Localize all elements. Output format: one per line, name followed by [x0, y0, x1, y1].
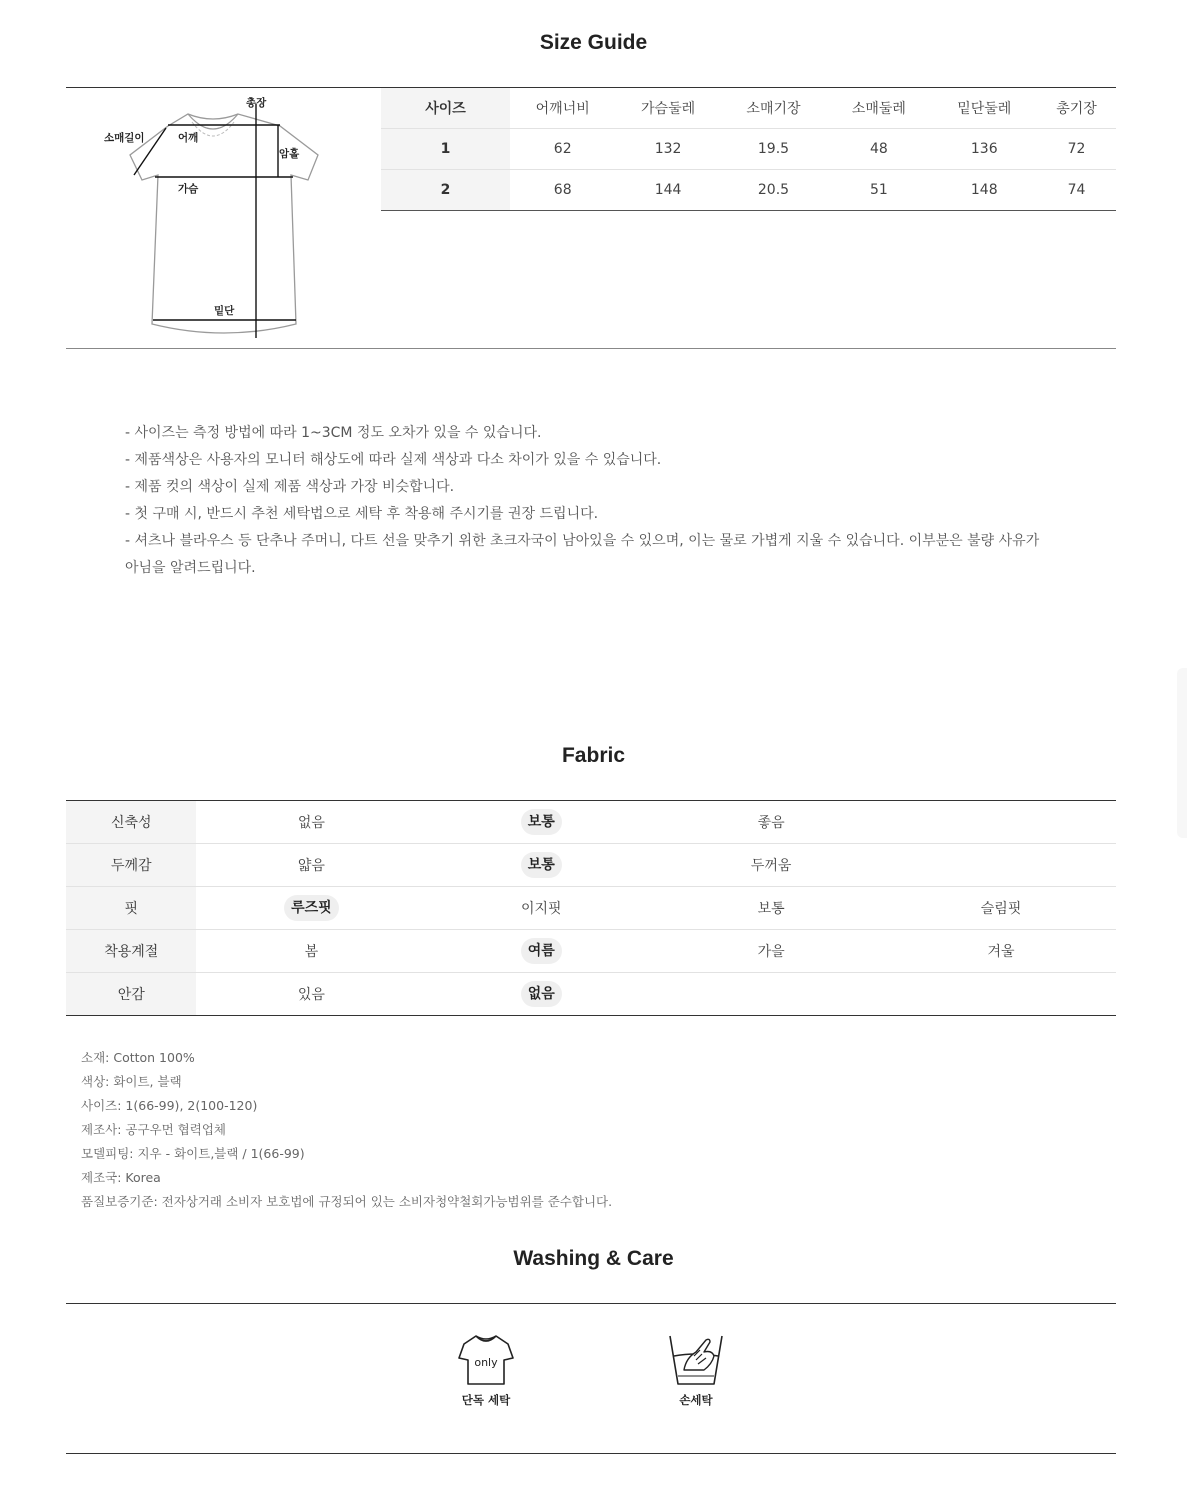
size-cell: 136 — [932, 129, 1037, 170]
label-shoulder: 어깨 — [178, 132, 199, 144]
fabric-row-label: 두께감 — [66, 844, 196, 887]
fabric-option: 없음 — [297, 815, 325, 831]
fabric-option-cell — [656, 801, 886, 844]
hand-wash-icon — [666, 1330, 726, 1388]
label-total-length: 총장 — [246, 97, 267, 109]
fabric-option: 있음 — [297, 987, 325, 1003]
size-cell: 20.5 — [721, 170, 826, 211]
fabric-option: 좋음 — [757, 815, 785, 831]
size-cell: 51 — [826, 170, 931, 211]
fabric-option: 두꺼움 — [750, 858, 792, 874]
fabric-option: 슬림핏 — [980, 901, 1022, 917]
care-label-hand-wash: 손세탁 — [679, 1393, 713, 1407]
info-country: 제조국: Korea — [81, 1170, 161, 1185]
size-header-cell: 어깨너비 — [510, 88, 615, 129]
tshirt-measurement-diagram — [96, 92, 332, 344]
fabric-row-label: 신축성 — [66, 801, 196, 844]
fabric-row-label: 핏 — [66, 887, 196, 930]
size-cell: 19.5 — [721, 129, 826, 170]
fabric-option-cell — [196, 973, 426, 1016]
fabric-option-cell — [196, 930, 426, 973]
fabric-option-cell — [656, 844, 886, 887]
size-header-cell: 가슴둘레 — [615, 88, 720, 129]
fabric-option-selected: 루즈핏 — [284, 895, 339, 921]
icon-inner-text: only — [474, 1356, 498, 1369]
size-table-row — [381, 170, 1116, 211]
fabric-row-label: 안감 — [66, 973, 196, 1016]
fabric-option-cell — [886, 887, 1116, 930]
fabric-option-cell — [886, 801, 1116, 844]
fabric-option: 보통 — [757, 901, 785, 917]
fabric-row — [66, 844, 1116, 887]
fabric-option-cell — [426, 844, 656, 887]
size-cell: 144 — [615, 170, 720, 211]
size-cell: 148 — [932, 170, 1037, 211]
fabric-option: 이지핏 — [521, 901, 562, 917]
fabric-option-selected: 여름 — [521, 938, 562, 964]
size-cell: 48 — [826, 129, 931, 170]
fabric-option: 겨울 — [987, 944, 1015, 960]
size-guide-title: Size Guide — [539, 31, 648, 54]
fabric-option-cell — [886, 930, 1116, 973]
fabric-option-cell — [426, 801, 656, 844]
washing-top-rule — [66, 1303, 1116, 1304]
tshirt-only-icon — [456, 1330, 516, 1388]
size-header-cell: 총기장 — [1037, 88, 1116, 129]
fabric-option: 봄 — [304, 944, 319, 960]
size-cell: 74 — [1037, 170, 1116, 211]
fabric-title: Fabric — [561, 744, 626, 767]
info-color: 색상: 화이트, 블랙 — [81, 1074, 182, 1089]
size-header-cell: 밑단둘레 — [932, 88, 1037, 129]
size-cell: 72 — [1037, 129, 1116, 170]
info-size: 사이즈: 1(66-99), 2(100-120) — [81, 1098, 258, 1113]
washing-title: Washing & Care — [513, 1247, 674, 1270]
care-item-hand-wash — [656, 1330, 736, 1408]
info-manufacturer: 제조사: 공구우먼 협력업체 — [81, 1122, 226, 1137]
size-cell: 62 — [510, 129, 615, 170]
label-chest: 가슴 — [178, 183, 199, 195]
fabric-option-cell — [426, 973, 656, 1016]
fabric-option-selected: 없음 — [521, 981, 562, 1007]
info-material: 소재: Cotton 100% — [81, 1050, 195, 1065]
note-line: - 사이즈는 측정 방법에 따라 1~3CM 정도 오차가 있을 수 있습니다. — [125, 425, 542, 441]
note-line: - 제품 컷의 색상이 실제 제품 색상과 가장 비슷합니다. — [125, 479, 455, 495]
size-cell: 68 — [510, 170, 615, 211]
fabric-row — [66, 801, 1116, 844]
fabric-option: 가을 — [757, 944, 785, 960]
size-header-cell: 소매기장 — [721, 88, 826, 129]
fabric-option-cell — [196, 844, 426, 887]
info-model-fitting: 모델피팅: 지우 - 화이트,블랙 / 1(66-99) — [81, 1146, 305, 1161]
note-line: - 셔츠나 블라우스 등 단추나 주머니, 다트 선을 맞추기 위한 초크자국이 남아있을 수 있으며, 이는 물로 가볍게 지울 수 있습니다. 이부분은 불량 사유가 — [125, 533, 1040, 549]
size-table — [381, 88, 1116, 211]
note-line: 아님을 알려드립니다. — [125, 560, 256, 576]
fabric-option-cell — [426, 887, 656, 930]
fabric-table — [66, 801, 1116, 1016]
fabric-row-label: 착용계절 — [66, 930, 196, 973]
fabric-option-cell — [656, 930, 886, 973]
label-sleeve-length: 소매길이 — [104, 132, 145, 144]
fabric-option-cell — [426, 930, 656, 973]
label-armhole: 암홀 — [279, 148, 300, 160]
care-label-only-wash: 단독 세탁 — [461, 1393, 511, 1407]
fabric-option-cell — [886, 973, 1116, 1016]
fabric-row — [66, 930, 1116, 973]
size-guide-bottom-rule — [66, 348, 1116, 349]
product-info — [81, 1046, 612, 1214]
note-line: - 제품색상은 사용자의 모니터 해상도에 따라 실제 색상과 다소 차이가 있을 수 있습니다. — [125, 452, 662, 468]
fabric-option-selected: 보통 — [521, 852, 562, 878]
size-table-header-row — [381, 88, 1116, 129]
fabric-option-cell — [196, 887, 426, 930]
label-hem: 밑단 — [214, 305, 235, 317]
info-quality: 품질보증기준: 전자상거래 소비자 보호법에 규정되어 있는 소비자청약철회가능범위를 준수합니다. — [81, 1194, 613, 1209]
size-header-cell: 소매둘레 — [826, 88, 931, 129]
fabric-row — [66, 973, 1116, 1016]
fabric-option-cell — [196, 801, 426, 844]
size-header-cell: 사이즈 — [381, 88, 510, 129]
care-item-only-wash — [446, 1330, 526, 1408]
size-cell: 1 — [381, 129, 510, 170]
size-table-row — [381, 129, 1116, 170]
note-line: - 첫 구매 시, 반드시 추천 세탁법으로 세탁 후 착용해 주시기를 권장 드립니다. — [125, 506, 599, 522]
fabric-option-cell — [886, 844, 1116, 887]
fabric-row — [66, 887, 1116, 930]
fabric-option-selected: 보통 — [521, 809, 562, 835]
size-notes — [125, 420, 1065, 582]
size-cell: 132 — [615, 129, 720, 170]
fabric-option-cell — [656, 887, 886, 930]
size-cell: 2 — [381, 170, 510, 211]
fabric-option-cell — [656, 973, 886, 1016]
fabric-option: 얇음 — [297, 858, 325, 874]
washing-bottom-rule — [66, 1453, 1116, 1454]
